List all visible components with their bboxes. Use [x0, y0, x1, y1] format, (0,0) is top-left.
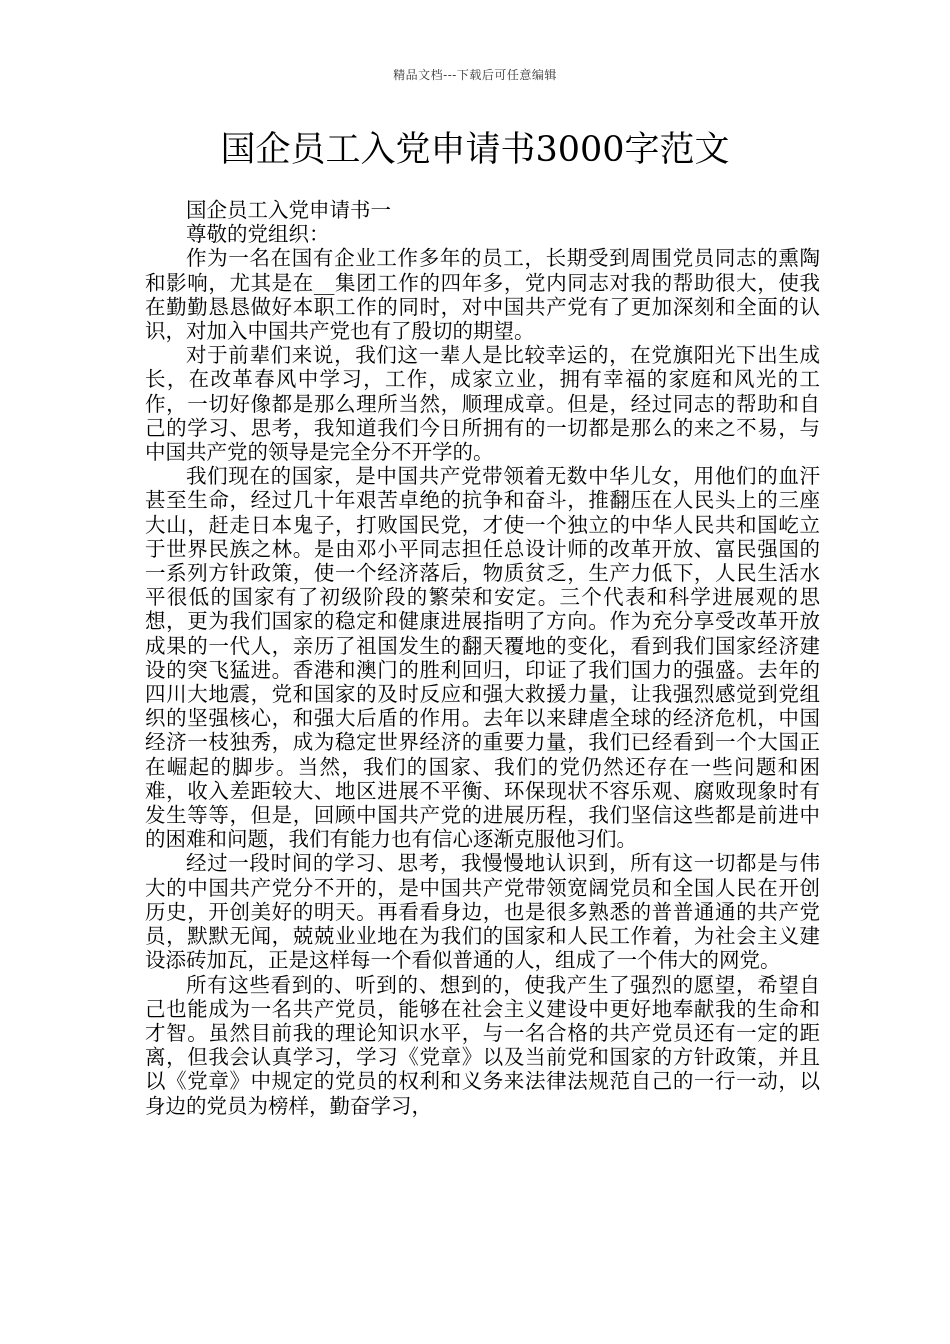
salutation-heading: 国企员工入党申请书一 [186, 198, 391, 222]
body-paragraph: 所有这些看到的、听到的、想到的，使我产生了强烈的愿望，希望自己也能成为一名共产党员，能够在社会主义建设中更好地奉献我的生命和才智。虽然目前我的理论知识水平，与一名合格的共产党员还有一定的距离，但我会认真学习，学习《党章》以及当前党和国家的方针政策，并且以《党章》中规定的党员的权利和义务来法律法规范自己的一行一动，以身边的党员为榜样，勤奋学习， [145, 972, 820, 1118]
document-title: 国企员工入党申请书3000字范文 [220, 130, 730, 170]
body-paragraph: 经过一段时间的学习、思考，我慢慢地认识到，所有这一切都是与伟大的中国共产党分不开的，是中国共产党带领宽阔党员和全国人民在开创历史，开创美好的明天。再看看身边，也是很多熟悉的普普通通的共产党员，默默无闻，兢兢业业地在为我们的国家和人民工作着，为社会主义建设添砖加瓦，正是这样每一个看似普通的人，组成了一个伟大的网党。 [145, 851, 820, 973]
salutation: 尊敬的党组织： [186, 222, 330, 247]
document-body [145, 198, 820, 1118]
page-header: 精品文档---下载后可任意编辑 [393, 68, 557, 82]
body-paragraph: 对于前辈们来说，我们这一辈人是比较幸运的，在党旗阳光下出生成长，在改革春风中学习，工作，成家立业，拥有幸福的家庭和风光的工作，一切好像都是那么理所当然，顺理成章。但是，经过同志的帮助和自己的学习、思考，我知道我们今日所拥有的一切都是那么的来之不易，与中国共产党的领导是完全分不开学的。 [145, 343, 820, 465]
body-paragraph: 我们现在的国家，是中国共产党带领着无数中华儿女，用他们的血汗甚至生命，经过几十年艰苦卓绝的抗争和奋斗，推翻压在人民头上的三座大山，赶走日本鬼子，打败国民党，才使一个独立的中华人民共和国屹立于世界民族之林。是由邓小平同志担任总设计师的改革开放、富民强国的一系列方针政策，使一个经济落后，物质贫乏，生产力低下，人民生活水平很低的国家有了初级阶段的繁荣和安定。三个代表和科学进展观的思想，更为我们国家的稳定和健康进展指明了方向。作为充分享受改革开放成果的一代人，亲历了祖国发生的翻天覆地的变化，看到我们国家经济建设的突飞猛进。香港和澳门的胜利回归，印证了我们国力的强盛。去年的四川大地震，党和国家的及时反应和强大救援力量，让我强烈感觉到党组织的坚强核心，和强大后盾的作用。去年以来肆虐全球的经济危机，中国经济一枝独秀，成为稳定世界经济的重要力量，我们已经看到一个大国正在崛起的脚步。当然，我们的国家、我们的党仍然还存在一些问题和困难，收入差距较大、地区进展不平衡、环保现状不容乐观、腐败现象时有发生等等，但是，回顾中国共产党的进展历程，我们坚信这些都是前进中的困难和问题，我们有能力也有信心逐渐克服他习们。 [145, 464, 820, 852]
body-paragraph: 作为一名在国有企业工作多年的员工，长期受到周围党员同志的熏陶和影响，尤其是在__集团工作的四年多，党内同志对我的帮助很大，使我在勤勤恳恳做好本职工作的同时，对中国共产党有了更加深刻和全面的认识，对加入中国共产党也有了殷切的期望。 [145, 246, 820, 344]
